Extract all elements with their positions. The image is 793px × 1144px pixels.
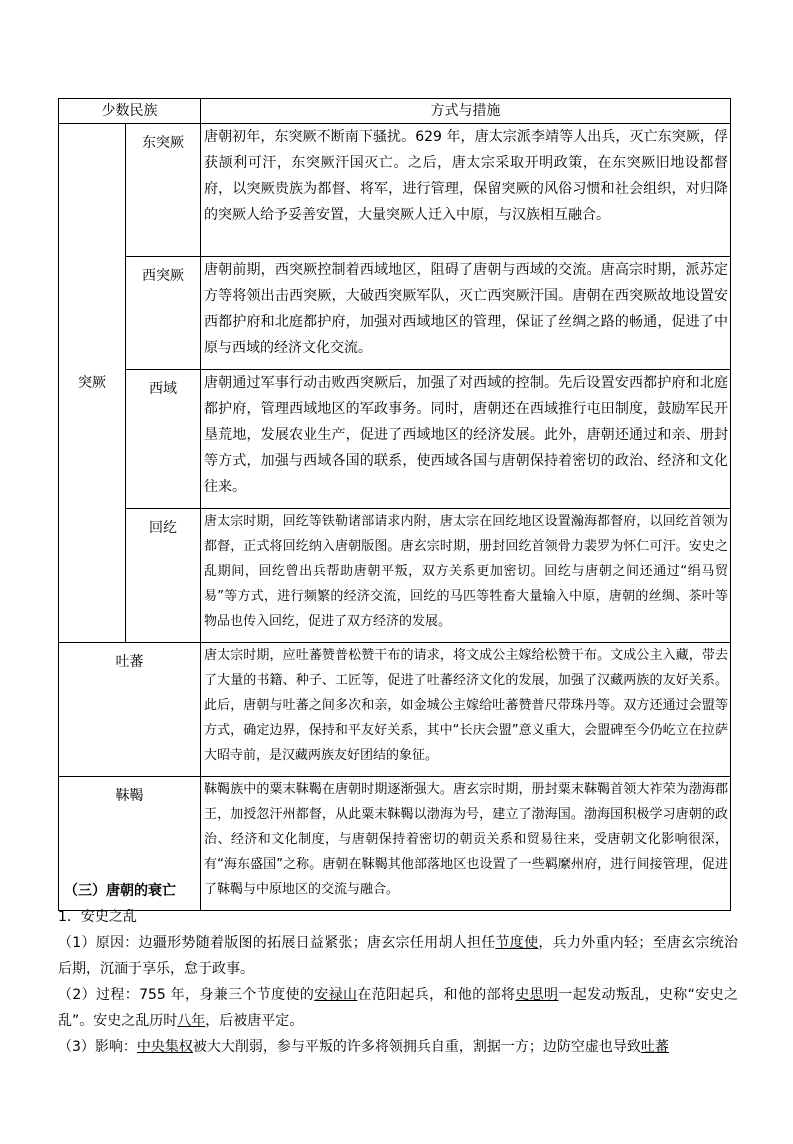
table-row	[59, 257, 731, 370]
underlined-term: 安禄山	[314, 987, 358, 1003]
underlined-term: 史思明	[515, 987, 559, 1003]
paragraph-process	[58, 982, 738, 1034]
row-text: 唐朝通过军事行动击败西突厥后，加强了对西域的控制。先后设置安西都护府和北庭都护府，管理西域地区的军政事务。同时，唐朝还在西域推行屯田制度，鼓励军民开垦荒地，发展农业生产，促进了西域地区的经济发展。此外，唐朝还通过和亲、册封等方式，加强与西域各国的联系，使西域各国与唐朝保持着密切的政治、经济和文化往来。	[201, 370, 731, 509]
underlined-term: 吐蕃	[640, 1039, 669, 1055]
group-label-tujue: 突厥	[59, 124, 126, 643]
underlined-term: 八年	[177, 1013, 206, 1029]
header-measures: 方式与措施	[201, 99, 731, 124]
text-span: 在范阳起兵，和他的部将	[357, 987, 516, 1003]
text-span: （1）原因：边疆形势随着版图的拓展日益紧张；唐玄宗任用胡人担任	[58, 935, 496, 951]
row-text: 唐太宗时期，回纥等铁勒诸部请求内附，唐太宗在回纥地区设置瀚海都督府，以回纥首领为都督，正式将回纥纳入唐朝版图。唐玄宗时期，册封回纥首领骨力裴罗为怀仁可汗。安史之乱期间，回纥曾出兵帮助唐朝平叛，双方关系更加密切。回纥与唐朝之间还通过“绢马贸易”等方式，进行频繁的经济交流，回纥的马匹等牲畜大量输入中原，唐朝的丝绸、茶叶等物品也传入回纥，促进了双方经济的发展。	[201, 509, 731, 643]
table-row	[59, 509, 731, 643]
text-span: 一起发动叛乱，史称“安史之乱”。安史之乱历时	[58, 987, 738, 1029]
row-text: 靺鞨族中的粟末靺鞨在唐朝时期逐渐强大。唐玄宗时期，册封粟末靺鞨首领大祚荣为渤海郡王，加授忽汗州都督，从此粟末靺鞨以渤海为号，建立了渤海国。渤海国积极学习唐朝的政治、经济和文化制度，与唐朝保持着密切的朝贡关系和贸易往来，受唐朝文化影响很深，有“海东盛国”之称。唐朝在靺鞨其他部落地区也设置了一些羁縻州府，进行间接管理，促进了靺鞨与中原地区的交流与融合。	[201, 777, 731, 911]
row-name: 吐蕃	[59, 643, 201, 777]
row-name: 西突厥	[126, 257, 201, 370]
table-row	[59, 124, 731, 257]
header-ethnic-group: 少数民族	[59, 99, 201, 124]
underlined-term: 中央集权	[136, 1039, 193, 1055]
row-name: 东突厥	[126, 124, 201, 257]
text-span: （2）过程：755 年，身兼三个节度使的	[58, 987, 315, 1003]
row-name: 靺鞨	[59, 777, 201, 911]
section-heading: （三）唐朝的衰亡	[64, 883, 176, 899]
row-text: 唐太宗时期，应吐蕃赞普松赞干布的请求，将文成公主嫁给松赞干布。文成公主入藏，带去了大量的书籍、种子、工匠等，促进了吐蕃经济文化的发展，加强了汉藏两族的友好关系。此后，唐朝与吐蕃之间多次和亲，如金城公主嫁给吐蕃赞普尺带珠丹等。双方还通过会盟等方式，确定边界，保持和平友好关系，其中“长庆会盟”意义重大，会盟碑至今仍屹立在拉萨大昭寺前，是汉藏两族友好团结的象征。	[201, 643, 731, 777]
item-heading: 1．安史之乱	[58, 909, 137, 925]
paragraph-cause	[58, 930, 738, 982]
text-span: 被大大削弱，参与平叛的许多将领拥兵自重，割据一方；边防空虚也导致	[192, 1039, 641, 1055]
table-header-row	[59, 99, 731, 124]
text-span: （3）影响：	[58, 1039, 137, 1055]
text-span: ，兵力外重内轻；至唐玄宗统治后期，沉湎于享乐，怠于政事。	[58, 935, 739, 977]
row-text: 唐朝初年，东突厥不断南下骚扰。629 年，唐太宗派李靖等人出兵，灭亡东突厥，俘获颉利可汗，东突厥汗国灭亡。之后，唐太宗采取开明政策，在东突厥旧地设都督府，以突厥贵族为都督、将军，进行管理，保留突厥的风俗习惯和社会组织，对归降的突厥人给予妥善安置，大量突厥人迁入中原，与汉族相互融合。	[201, 124, 731, 257]
table-row	[59, 643, 731, 777]
text-span: ，后被唐平定。	[205, 1013, 304, 1029]
notes-section	[58, 878, 738, 1060]
row-text: 唐朝前期，西突厥控制着西域地区，阻碍了唐朝与西域的交流。唐高宗时期，派苏定方等将领出击西突厥，大破西突厥军队，灭亡西突厥汗国。唐朝在西突厥故地设置安西都护府和北庭都护府，加强对西域地区的管理，保证了丝绸之路的畅通，促进了中原与西域的经济文化交流。	[201, 257, 731, 370]
row-name: 西域	[126, 370, 201, 509]
paragraph-impact	[58, 1034, 738, 1060]
underlined-term: 节度使	[495, 935, 539, 951]
table-row	[59, 370, 731, 509]
row-name: 回纥	[126, 509, 201, 643]
ethnic-policy-table	[58, 98, 731, 911]
